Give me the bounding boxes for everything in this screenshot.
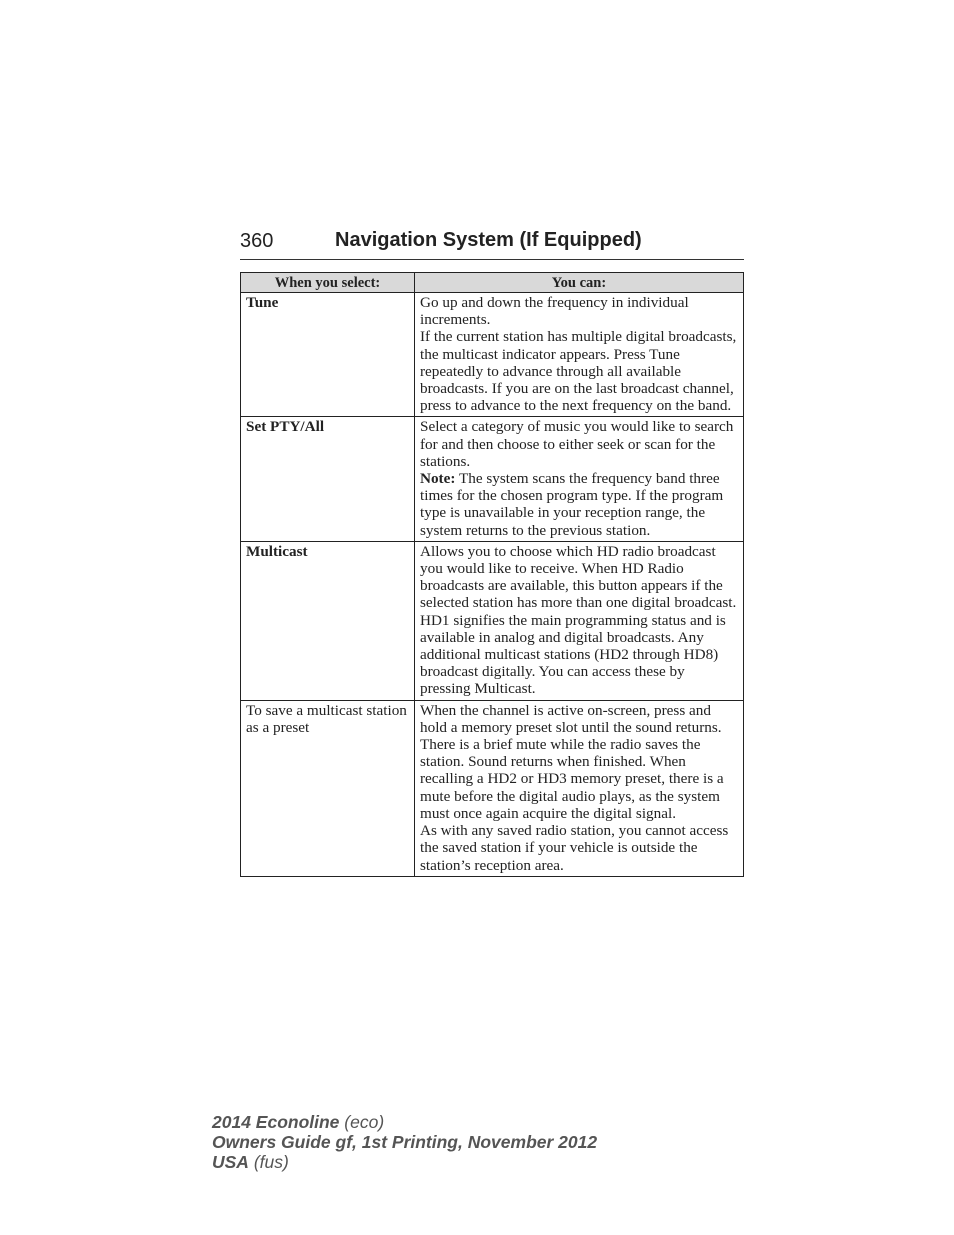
footer-market-code: (fus) <box>248 1152 289 1172</box>
row-term-tune: Tune <box>241 293 415 417</box>
table-row <box>241 541 744 700</box>
row-description <box>415 293 744 417</box>
column-header-you-can: You can: <box>415 273 744 293</box>
description-paragraph: Allows you to choose which HD radio broadcast you would like to receive. When HD Radio broadcasts are available, this button appears if the selected station has more than one digital broadcast. HD1 signifies the main programming status and is available in analog and digital broadcasts. Any additional multicast stations (HD2 through HD8) broadcast digitally. You can access these by pressing Multicast. <box>420 542 737 698</box>
footer-line-model <box>212 1112 597 1132</box>
description-paragraph: As with any saved radio station, you cannot access the saved station if your vehicle is outside the station’s reception area. <box>420 822 729 874</box>
row-term-multicast: Multicast <box>241 541 415 700</box>
footer-line-market <box>212 1152 597 1172</box>
column-header-when-you-select: When you select: <box>241 273 415 293</box>
description-paragraph: Select a category of music you would like to search for and then choose to either seek or scan for the stations. <box>420 418 734 470</box>
page-number: 360 <box>240 230 274 252</box>
row-term-set-pty-all: Set PTY/All <box>241 417 415 541</box>
page-header <box>240 228 744 260</box>
footer-line-printing: Owners Guide gf, 1st Printing, November 2012 <box>212 1132 598 1152</box>
table-row <box>241 293 744 417</box>
footer-model: 2014 Econoline <box>212 1112 340 1132</box>
selection-table <box>240 272 744 877</box>
description-paragraph: When the channel is active on-screen, press and hold a memory preset slot until the sound returns. There is a brief mute while the radio saves the station. Sound returns when finished. When recalling a HD2 or HD3 memory preset, there is a mute before the digital audio plays, as the system must once again acquire the digital signal. <box>420 701 724 822</box>
footer-model-code: (eco) <box>339 1112 385 1132</box>
row-term-save-multicast-preset: To save a multicast station as a preset <box>241 700 415 876</box>
table-header-row <box>241 273 744 293</box>
row-description <box>415 417 744 541</box>
row-description <box>415 700 744 876</box>
table-row <box>241 417 744 541</box>
description-paragraph: Go up and down the frequency in individual increments. <box>420 294 689 329</box>
note-text: The system scans the frequency band three times for the chosen program type. If the program type is unavailable in your reception range, the system returns to the previous station. <box>420 470 724 539</box>
section-title: Navigation System (If Equipped) <box>335 229 642 251</box>
description-paragraph: If the current station has multiple digital broadcasts, the multicast indicator appears. Press Tune repeatedly to advance through all available broadcasts. If you are on the last broadcast channel, press to advance to the next frequency on the band. <box>420 328 737 415</box>
footer-market: USA <box>212 1152 249 1172</box>
note-paragraph <box>420 470 739 539</box>
note-label: Note: <box>420 470 456 488</box>
row-description <box>415 541 744 700</box>
table-row <box>241 700 744 876</box>
document-footer <box>212 1112 597 1172</box>
